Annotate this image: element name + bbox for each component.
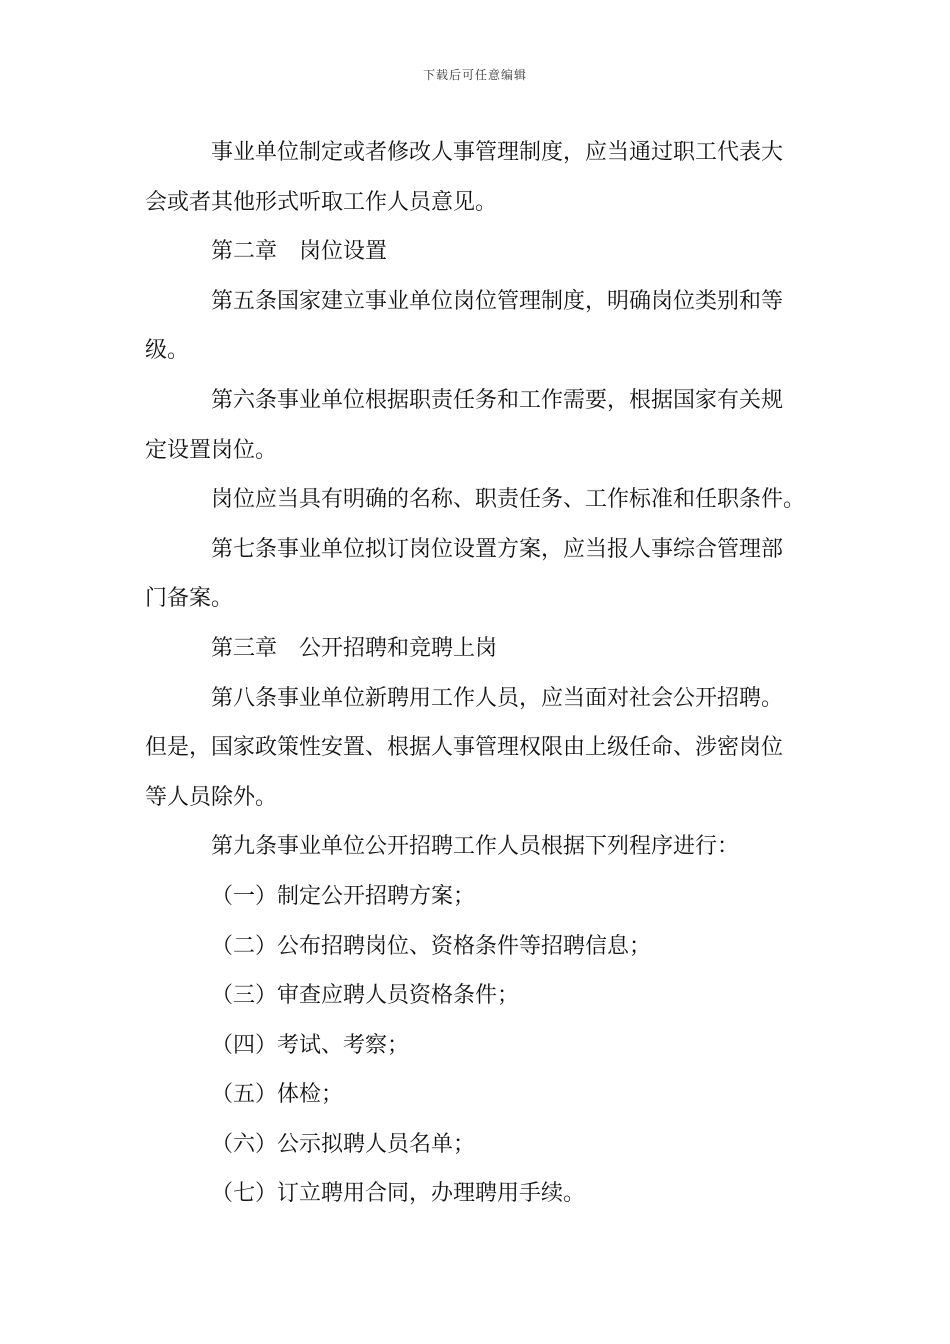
list-item: （四）考试、考察； (211, 1032, 410, 1058)
paragraph-line: 第七条事业单位拟订岗位设置方案，应当报人事综合管理部 (211, 536, 784, 562)
list-item: （五）体检； (211, 1082, 344, 1108)
paragraph-line: 门备案。 (145, 586, 234, 612)
list-item: （六）公示拟聘人员名单； (211, 1131, 476, 1157)
paragraph-line: 事业单位制定或者修改人事管理制度，应当通过职工代表大 (211, 140, 784, 165)
paragraph-line: 岗位应当具有明确的名称、职责任务、工作标准和任职条件。 (211, 487, 806, 513)
paragraph-line: 第五条国家建立事业单位岗位管理制度，明确岗位类别和等 (211, 288, 784, 314)
list-item: （三）审查应聘人员资格条件； (211, 983, 520, 1009)
paragraph-line: 定设置岗位。 (145, 437, 278, 463)
document-body (145, 128, 805, 1219)
paragraph-line: 第九条事业单位公开招聘工作人员根据下列程序进行： (211, 834, 740, 860)
paragraph-line: 级。 (145, 338, 190, 364)
paragraph-line: 第六条事业单位根据职责任务和工作需要，根据国家有关规 (211, 387, 784, 413)
chapter-heading: 第三章 公开招聘和竞聘上岗 (211, 635, 498, 661)
paragraph-line: 但是，国家政策性安置、根据人事管理权限由上级任命、涉密岗位 (145, 735, 784, 761)
list-item: （一）制定公开招聘方案； (211, 883, 476, 909)
list-item: （七）订立聘用合同，办理聘用手续。 (211, 1181, 586, 1207)
paragraph-line: 第八条事业单位新聘用工作人员，应当面对社会公开招聘。 (211, 685, 784, 711)
list-item: （二）公布招聘岗位、资格条件等招聘信息； (211, 933, 652, 959)
paragraph-line: 等人员除外。 (145, 784, 278, 810)
paragraph-line: 会或者其他形式听取工作人员意见。 (145, 189, 498, 215)
chapter-heading: 第二章 岗位设置 (211, 239, 388, 265)
page-header: 下载后可任意编辑 (422, 68, 527, 82)
